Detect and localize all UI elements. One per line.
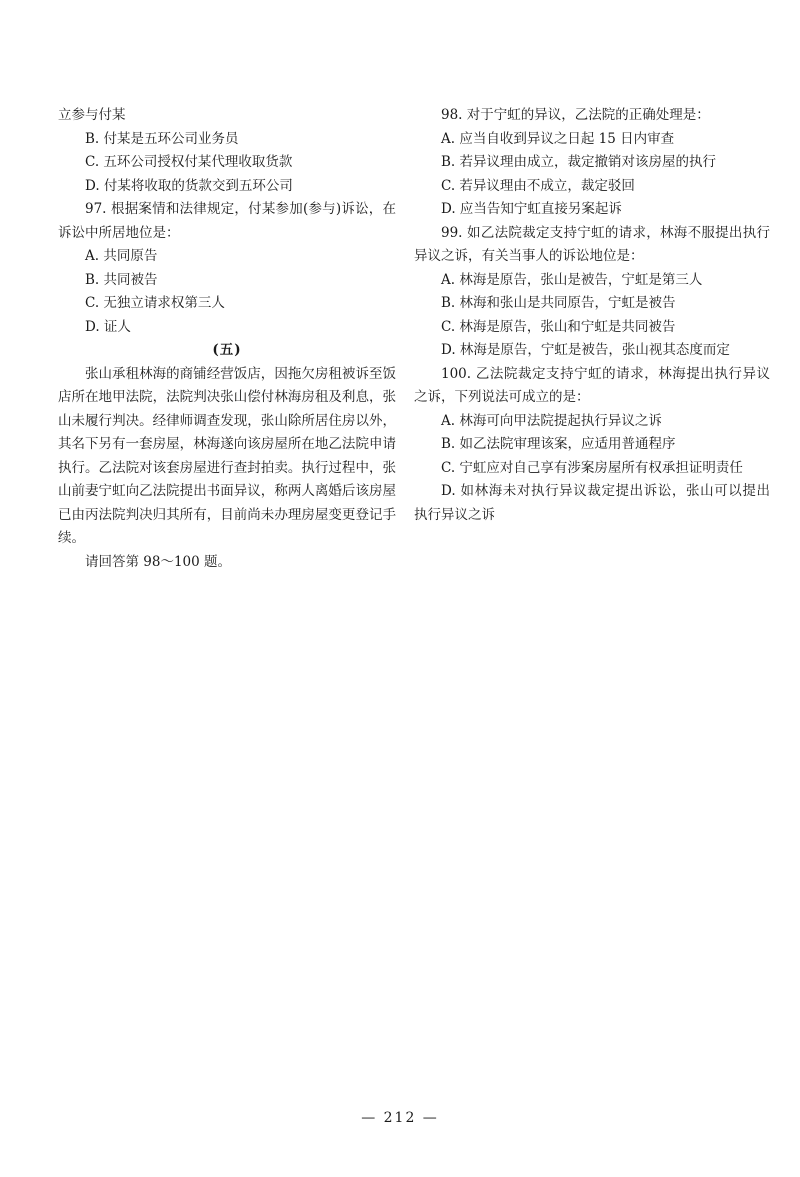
q98-option-a: A. 应当自收到异议之日起 15 日内审查 [441,130,675,147]
continuation-line: 立参与付某 [58,107,126,123]
page-number: — 212 — [361,1110,439,1126]
q99-option-d: D. 林海是原告，宁虹是被告，张山视其态度而定 [441,342,730,358]
q97-option-a: A. 共同原告 [85,248,158,264]
question-100: 100. 乙法院裁定支持宁虹的请求，林海提出执行异议之诉，下列说法可成立的是： [414,365,770,405]
question-98: 98. 对于宁虹的异议，乙法院的正确处理是： [441,107,710,123]
q96-option-d: D. 付某将收取的货款交到五环公司 [85,177,293,194]
instruction-line: 请回答第 98～100 题。 [85,553,232,570]
left-column [58,104,396,574]
q97-option-b: B. 共同被告 [85,271,158,288]
case-description: 张山承租林海的商铺经营饭店，因拖欠房租被诉至饭店所在地甲法院，法院判决张山偿付林海房租及利息，张山未履行判决。经律师调查发现，张山除所居住房以外，其名下另有一套房屋，林海遂向该房屋所在地乙法院申请执行。乙法院对该套房屋进行查封拍卖。执行过程中，张山前妻宁虹向乙法院提出书面异议，称两人离婚后该房屋已由丙法院判决归其所有，目前尚未办理房屋变更登记手续。 [58,365,396,546]
q98-option-b: B. 若异议理由成立，裁定撤销对该房屋的执行 [441,154,717,170]
q96-option-b: B. 付某是五环公司业务员 [85,130,239,147]
section-title: (五) [212,342,242,358]
q98-option-c: C. 若异议理由不成立，裁定驳回 [441,177,635,194]
q100-option-c: C. 宁虹应对自己享有涉案房屋所有权承担证明责任 [441,459,743,476]
q100-option-d: D. 如林海未对执行异议裁定提出诉讼，张山可以提出执行异议之诉 [414,483,770,523]
q99-option-c: C. 林海是原告，张山和宁虹是共同被告 [441,318,676,335]
question-97: 97. 根据案情和法律规定，付某参加(参与)诉讼，在诉讼中所居地位是： [58,201,396,241]
q98-option-d: D. 应当告知宁虹直接另案起诉 [441,201,622,217]
q96-option-c: C. 五环公司授权付某代理收取货款 [85,154,293,170]
q100-option-a: A. 林海可向甲法院提起执行异议之诉 [441,412,662,429]
right-column [414,104,770,527]
q100-option-b: B. 如乙法院审理该案，应适用普通程序 [441,436,676,452]
question-99: 99. 如乙法院裁定支持宁虹的请求，林海不服提出执行异议之诉，有关当事人的诉讼地位是： [414,224,770,264]
q97-option-d: D. 证人 [85,318,131,335]
q97-option-c: C. 无独立请求权第三人 [85,295,225,311]
q99-option-a: A. 林海是原告，张山是被告，宁虹是第三人 [441,271,703,288]
q99-option-b: B. 林海和张山是共同原告，宁虹是被告 [441,295,676,311]
